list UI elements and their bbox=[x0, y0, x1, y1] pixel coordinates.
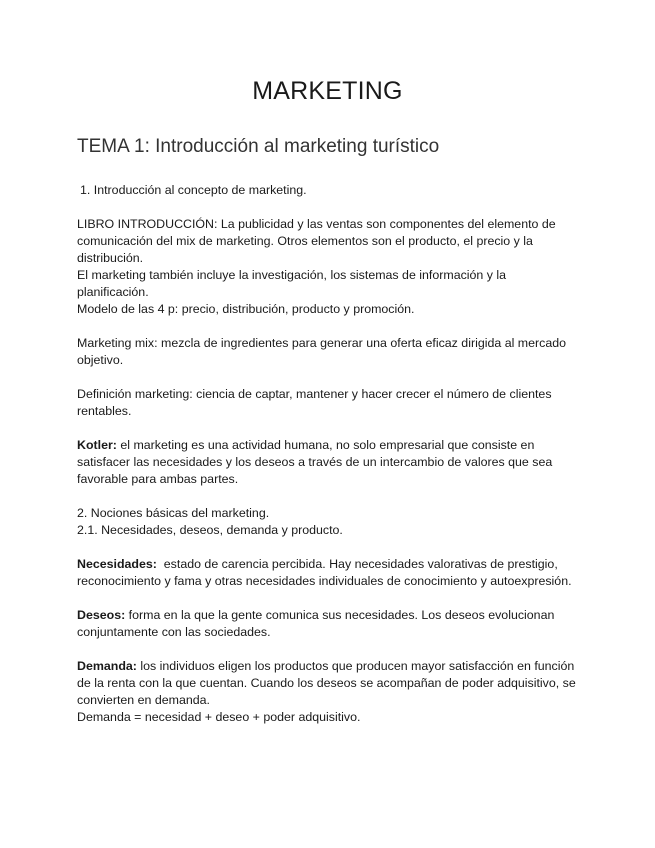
mix-paragraph: Marketing mix: mezcla de ingredientes para generar una oferta eficaz dirigida al mercado objetivo. bbox=[77, 336, 566, 367]
deseos-text: forma en la que la gente comunica sus necesidades. Los deseos evolucionan conjuntamente con las sociedades. bbox=[77, 608, 555, 639]
kotler-term: Kotler: bbox=[77, 438, 117, 452]
kotler-paragraph bbox=[77, 437, 577, 488]
section-2-heading: 2. Nociones básicas del marketing. bbox=[77, 506, 270, 520]
definicion-paragraph: Definición marketing: ciencia de captar, mantener y hacer crecer el número de clientes rentables. bbox=[77, 387, 552, 418]
demanda-formula: Demanda = necesidad + deseo + poder adquisitivo. bbox=[77, 710, 361, 724]
modelo-paragraph: Modelo de las 4 p: precio, distribución, producto y promoción. bbox=[77, 302, 415, 316]
necesidades-text: estado de carencia percibida. Hay necesidades valorativas de prestigio, reconocimiento y fama y otras necesidades individuales de conocimiento y autoexpresión. bbox=[77, 557, 572, 588]
demanda-paragraph bbox=[77, 658, 577, 709]
investigacion-paragraph: El marketing también incluye la investigación, los sistemas de información y la planificación. bbox=[77, 268, 507, 299]
demanda-text: los individuos eligen los productos que producen mayor satisfacción en función de la renta con la que cuentan. Cuando los deseos se acompañan de poder adquisitivo, se convierten en demanda. bbox=[77, 659, 576, 707]
document-title: MARKETING bbox=[252, 77, 403, 105]
libro-paragraph: LIBRO INTRODUCCIÓN: La publicidad y las ventas son componentes del elemento de comunicación del mix de marketing. Otros elementos son el producto, el precio y la distribución. bbox=[77, 217, 556, 265]
document-body bbox=[77, 182, 577, 726]
topic-heading: TEMA 1: Introducción al marketing turístico bbox=[77, 136, 440, 157]
section-1-heading: 1. Introducción al concepto de marketing. bbox=[80, 183, 307, 197]
necesidades-paragraph bbox=[77, 556, 577, 590]
kotler-text: el marketing es una actividad humana, no solo empresarial que consiste en satisfacer las necesidades y los deseos a través de un intercambio de valores que sea favorable para ambas partes. bbox=[77, 438, 553, 486]
demanda-term: Demanda: bbox=[77, 659, 137, 673]
section-2-1-heading: 2.1. Necesidades, deseos, demanda y producto. bbox=[77, 523, 343, 537]
deseos-term: Deseos: bbox=[77, 608, 126, 622]
necesidades-term: Necesidades: bbox=[77, 557, 157, 571]
deseos-paragraph bbox=[77, 607, 577, 641]
